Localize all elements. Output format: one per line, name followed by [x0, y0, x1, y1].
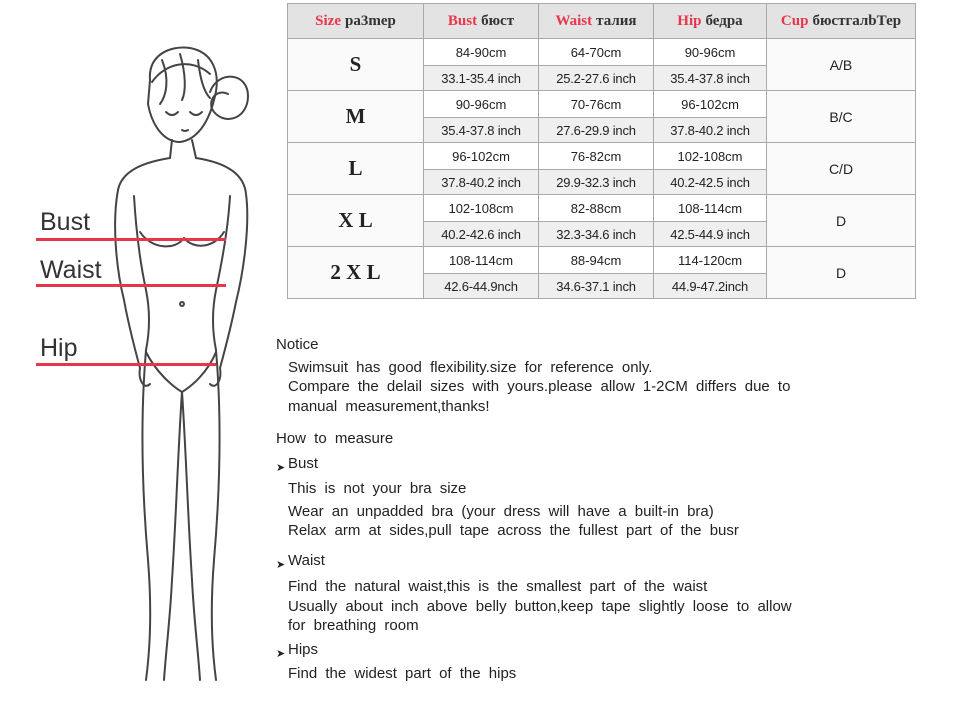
waist-inch-cell: 29.9-32.3 inch [539, 170, 654, 195]
size-cell: 2 X L [288, 247, 424, 299]
bust-line [36, 238, 226, 241]
hip-inch-cell: 37.8-40.2 inch [654, 118, 767, 143]
size-cell: S [288, 39, 424, 91]
bust-cm-cell: 102-108cm [424, 195, 539, 222]
cup-cell: B/C [767, 91, 916, 143]
bust-line: Relax arm at sides,pull tape across the fullest part of the busr [288, 522, 739, 539]
hips-heading: Hips [288, 641, 319, 658]
waist-cm-cell: 76-82cm [539, 143, 654, 170]
bust-cm-cell: 108-114cm [424, 247, 539, 274]
notice-title: Notice [276, 336, 319, 353]
bust-cm-cell: 96-102cm [424, 143, 539, 170]
table-row [288, 247, 916, 274]
header-waist: Waist талия [539, 4, 654, 39]
notice-line: Compare the delail sizes with yours.please allow 1-2CM differs due to [288, 378, 791, 395]
waist-cm-cell: 88-94cm [539, 247, 654, 274]
header-bust: Bust бюст [424, 4, 539, 39]
cup-cell: D [767, 247, 916, 299]
bust-label: Bust [40, 208, 91, 236]
size-cell: X L [288, 195, 424, 247]
table-row [288, 91, 916, 118]
hip-inch-cell: 42.5-44.9 inch [654, 222, 767, 247]
waist-inch-cell: 34.6-37.1 inch [539, 274, 654, 299]
waist-label: Waist [40, 256, 102, 284]
table-row [288, 39, 916, 66]
hip-cm-cell: 108-114cm [654, 195, 767, 222]
hip-inch-cell: 35.4-37.8 inch [654, 66, 767, 91]
hip-inch-cell: 44.9-47.2inch [654, 274, 767, 299]
waist-heading: Waist [288, 552, 325, 569]
notice-line: Swimsuit has good flexibility.size for reference only. [288, 359, 653, 376]
size-cell: L [288, 143, 424, 195]
waist-line: Find the natural waist,this is the smallest part of the waist [288, 578, 708, 595]
cup-cell: D [767, 195, 916, 247]
waist-line: Usually about inch above belly button,keep tape slightly loose to allow [288, 598, 792, 615]
header-hip: Hip бедра [654, 4, 767, 39]
size-table [287, 3, 916, 299]
hip-cm-cell: 102-108cm [654, 143, 767, 170]
arrow-icon: ➤ [276, 559, 286, 571]
hip-cm-cell: 90-96cm [654, 39, 767, 66]
bust-heading: Bust [288, 455, 319, 472]
table-row [288, 143, 916, 170]
bust-line: Wear an unpadded bra (your dress will have a built-in bra) [288, 503, 714, 520]
cup-cell: C/D [767, 143, 916, 195]
bust-inch-cell: 33.1-35.4 inch [424, 66, 539, 91]
hip-cm-cell: 96-102cm [654, 91, 767, 118]
arrow-icon: ➤ [276, 648, 286, 660]
size-cell: M [288, 91, 424, 143]
header-cup: Cup бюстгалbТер [767, 4, 916, 39]
how-to-title: How to measure [276, 430, 394, 447]
bust-cm-cell: 90-96cm [424, 91, 539, 118]
table-header-row [288, 4, 916, 39]
hip-line [36, 363, 216, 366]
header-size: Size pa3mep [288, 4, 424, 39]
hips-line: Find the widest part of the hips [288, 665, 517, 682]
waist-cm-cell: 82-88cm [539, 195, 654, 222]
cup-cell: A/B [767, 39, 916, 91]
waist-cm-cell: 70-76cm [539, 91, 654, 118]
notice-line: manual measurement,thanks! [288, 398, 490, 415]
bust-line: This is not your bra size [288, 480, 467, 497]
waist-line: for breathing room [288, 617, 419, 634]
bust-inch-cell: 35.4-37.8 inch [424, 118, 539, 143]
waist-inch-cell: 27.6-29.9 inch [539, 118, 654, 143]
bust-cm-cell: 84-90cm [424, 39, 539, 66]
hip-cm-cell: 114-120cm [654, 247, 767, 274]
waist-line [36, 284, 226, 287]
waist-cm-cell: 64-70cm [539, 39, 654, 66]
arrow-icon: ➤ [276, 462, 286, 474]
bust-inch-cell: 42.6-44.9nch [424, 274, 539, 299]
bust-inch-cell: 40.2-42.6 inch [424, 222, 539, 247]
hip-inch-cell: 40.2-42.5 inch [654, 170, 767, 195]
hip-label: Hip [40, 334, 78, 362]
waist-inch-cell: 25.2-27.6 inch [539, 66, 654, 91]
waist-inch-cell: 32.3-34.6 inch [539, 222, 654, 247]
table-row [288, 195, 916, 222]
bust-inch-cell: 37.8-40.2 inch [424, 170, 539, 195]
